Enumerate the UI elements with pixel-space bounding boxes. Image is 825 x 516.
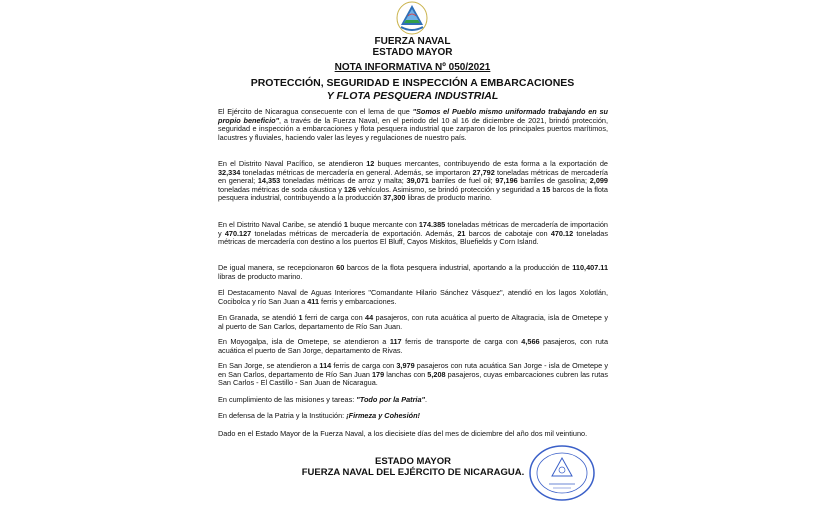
document-title-line-2: Y FLOTA PESQUERA INDUSTRIAL — [326, 90, 499, 102]
official-stamp-icon — [527, 444, 597, 502]
signature-line-2: FUERZA NAVAL DEL EJÉRCITO DE NICARAGUA. — [301, 467, 525, 478]
department-name: ESTADO MAYOR — [372, 47, 453, 58]
paragraph-defensa: En defensa de la Patria y la Institución: ¡Firmeza y Cohesión! — [218, 411, 420, 420]
paragraph-pacifico: En el Distrito Naval Pacífico, se atendieron 12 buques mercantes, contribuyendo de esta forma a la exportación de 32,334 toneladas métricas de mercadería en general. Además, se importaron 27,792 toneladas métricas de mercadería en general; 14,353 toneladas métricas de arroz y malta; 39,071 barriles de fuel oil; 97,196 barriles de gasolina; 2,099 toneladas métricas de soda cáustica y 126 vehículos. Asimismo, se brindó protección y seguridad a 15 barcos de la flota pesquera industrial, contribuyendo a la producción 37,300 libras de producto marino. — [218, 159, 608, 203]
paragraph-intro: El Ejército de Nicaragua consecuente con el lema de que "Somos el Pueblo mismo uniformado trabajando en su propio beneficio", a través de la Fuerza Naval, en el periodo del 10 al 16 de diciembre de 2021, brindó protección, seguridad e inspección a embarcaciones y flota pesquera industrial que zarparon de los principales puertos marítimos, lacustres y fluviales, haciendo valer las leyes y regulaciones de nuestro país. — [218, 107, 608, 142]
coat-of-arms-icon — [392, 0, 432, 36]
signature-line-1: ESTADO MAYOR — [374, 456, 451, 467]
note-number: NOTA INFORMATIVA Nº 050/2021 — [334, 62, 491, 73]
paragraph-cumplimiento: En cumplimiento de las misiones y tareas: "Todo por la Patria". — [218, 395, 428, 404]
document-title-line-1: PROTECCIÓN, SEGURIDAD E INSPECCIÓN A EMBARCACIONES — [250, 77, 575, 89]
paragraph-fecha: Dado en el Estado Mayor de la Fuerza Naval, a los diecisiete días del mes de diciembre del año dos mil veintiuno. — [218, 429, 588, 438]
organization-name: FUERZA NAVAL — [374, 36, 451, 47]
paragraph-aguas-interiores: El Destacamento Naval de Aguas Interiores "Comandante Hilario Sánchez Vásquez", atendió en los lagos Xolotlán, Cocibolca y río San Juan a 411 ferris y embarcaciones. — [218, 288, 608, 306]
paragraph-flota-pesquera: De igual manera, se recepcionaron 60 barcos de la flota pesquera industrial, aportando a la producción de 110,407.11 libras de producto marino. — [218, 263, 608, 281]
paragraph-san-jorge: En San Jorge, se atendieron a 114 ferris de carga con 3,979 pasajeros con ruta acuática San Jorge - isla de Ometepe y en San Carlos, departamento de Río San Juan 179 lanchas con 5,208 pasajeros, cuyas embarcaciones cubren las rutas San Carlos - El Castillo - San Juan de Nicaragua. — [218, 361, 608, 388]
paragraph-caribe: En el Distrito Naval Caribe, se atendió 1 buque mercante con 174.385 toneladas métricas de mercadería de importación y 470.127 toneladas métricas de mercadería de exportación. Además, 21 barcos de cabotaje con 470.12 toneladas métricas de mercadería con destino a los puertos El Bluff, Cayos Miskitos, Bluefields y Corn Island. — [218, 220, 608, 247]
paragraph-moyogalpa: En Moyogalpa, isla de Ometepe, se atendieron a 117 ferris de transporte de carga con 4,566 pasajeros, con ruta acuática el puerto de San Jorge, departamento de Rivas. — [218, 337, 609, 355]
paragraph-granada: En Granada, se atendió 1 ferri de carga con 44 pasajeros, con ruta acuática al puerto de Altagracia, isla de Ometepe y al puerto de San Carlos, departamento de Río San Juan. — [218, 313, 609, 331]
